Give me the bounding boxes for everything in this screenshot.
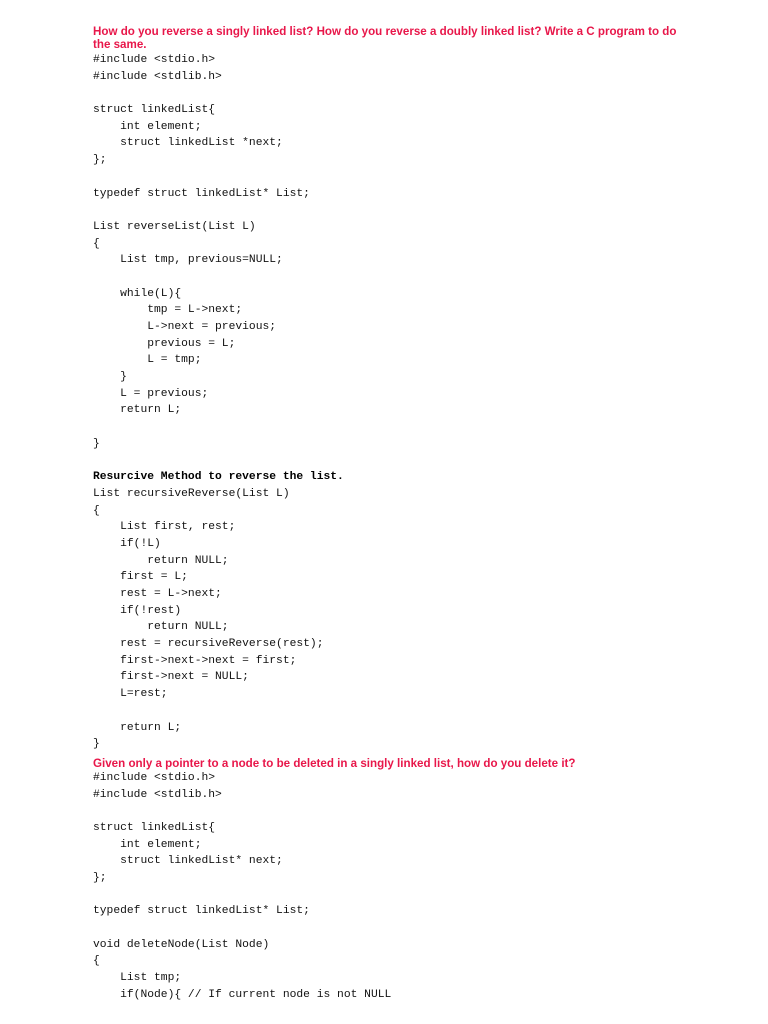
code-line: int element; — [93, 120, 202, 133]
code-line: List tmp; — [93, 972, 182, 985]
code-line: List first, rest; — [93, 521, 236, 534]
recursive-method-heading: Resurcive Method to reverse the list. — [93, 471, 344, 484]
code-line — [93, 269, 693, 286]
code-line — [93, 920, 693, 937]
code-line: first->next->next = first; — [93, 654, 297, 667]
code-line: }; — [93, 872, 107, 885]
code-line: L->next = previous; — [93, 321, 277, 333]
code-line: if(!rest) — [93, 604, 182, 617]
code-line: List reverseList(List L) — [93, 220, 256, 233]
code-line: while(L){ — [93, 287, 182, 300]
question-1-heading: How do you reverse a singly linked list? How do you reverse a doubly linked list? Write a C program to do the same. — [93, 25, 677, 51]
code-line — [93, 85, 693, 102]
code-line: int element; — [93, 838, 202, 851]
code-line: #include <stdlib.h> — [93, 788, 222, 801]
code-line: List recursiveReverse(List L) — [93, 487, 290, 500]
code-line — [93, 453, 693, 470]
code-line: rest = recursiveReverse(rest); — [93, 638, 324, 651]
code-line: } — [93, 437, 100, 450]
code-line: struct linkedList{ — [93, 104, 216, 117]
code-line — [93, 803, 693, 820]
code-line — [93, 887, 693, 904]
code-line: previous = L; — [93, 337, 236, 350]
code-line: return L; — [93, 721, 182, 734]
code-block-delete-node — [93, 770, 693, 1004]
code-block-recursive-reverse — [93, 486, 693, 753]
code-line: } — [93, 738, 100, 751]
code-line: List tmp, previous=NULL; — [93, 254, 283, 267]
code-line: return NULL; — [93, 554, 229, 567]
code-line — [93, 169, 693, 186]
code-line: #include <stdio.h> — [93, 54, 216, 66]
code-line: } — [93, 371, 127, 384]
code-line: rest = L->next; — [93, 588, 222, 601]
code-line: struct linkedList* next; — [93, 855, 283, 868]
code-line: #include <stdio.h> — [93, 771, 216, 784]
code-line: #include <stdlib.h> — [93, 70, 222, 83]
code-line: first->next = NULL; — [93, 671, 249, 684]
code-line: struct linkedList{ — [93, 821, 216, 834]
code-line: typedef struct linkedList* List; — [93, 187, 310, 200]
code-line: first = L; — [93, 571, 188, 584]
code-line: L = tmp; — [93, 354, 202, 367]
code-line: if(!L) — [93, 537, 161, 550]
code-line — [93, 202, 693, 219]
document-page — [93, 25, 693, 1004]
code-line: { — [93, 955, 100, 968]
code-line: return NULL; — [93, 621, 229, 634]
code-line — [93, 419, 693, 436]
code-line: void deleteNode(List Node) — [93, 938, 270, 951]
question-2-heading: Given only a pointer to a node to be deleted in a singly linked list, how do you delete it? — [93, 756, 576, 770]
code-line: return L; — [93, 404, 182, 417]
code-line: }; — [93, 154, 107, 167]
code-line: if(Node){ // If current node is not NULL — [93, 988, 392, 1001]
code-line: tmp = L->next; — [93, 304, 243, 317]
code-line: L = previous; — [93, 387, 209, 400]
code-line: { — [93, 237, 100, 250]
code-block-reverse-list — [93, 52, 693, 469]
code-line: { — [93, 504, 100, 517]
code-line: typedef struct linkedList* List; — [93, 905, 310, 918]
code-line: struct linkedList *next; — [93, 137, 283, 150]
code-line: L=rest; — [93, 688, 168, 701]
code-line — [93, 703, 693, 720]
